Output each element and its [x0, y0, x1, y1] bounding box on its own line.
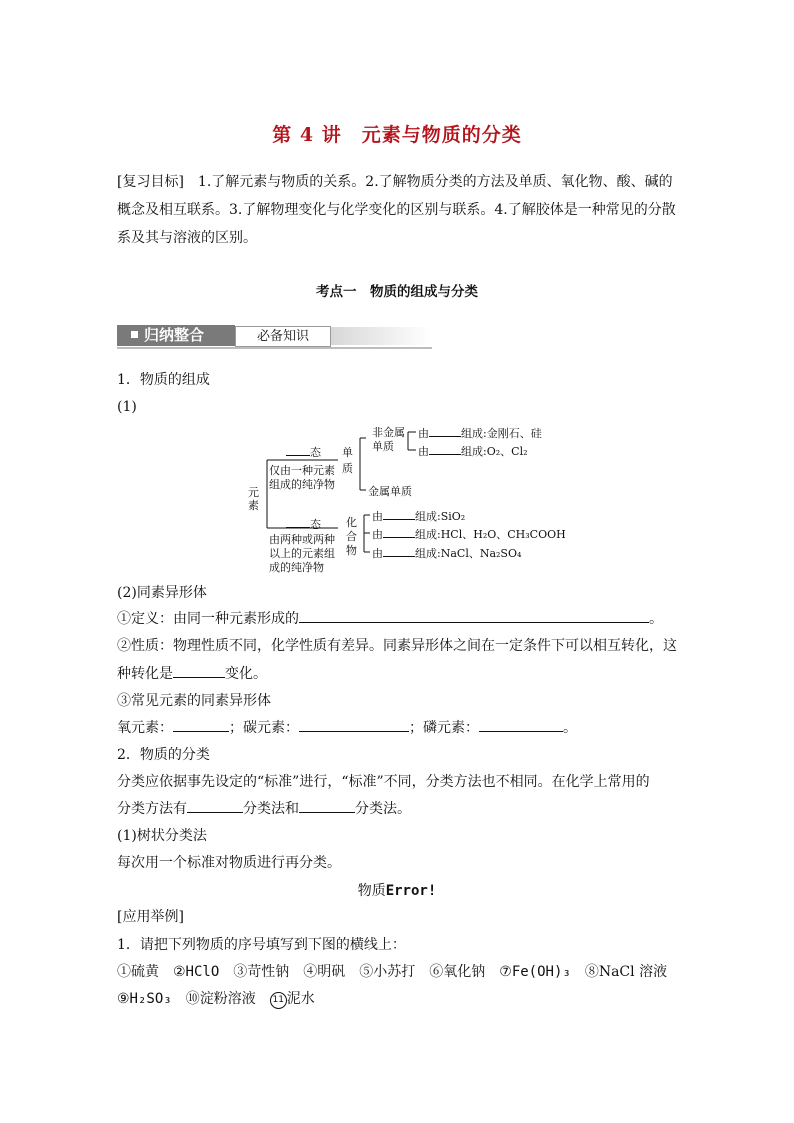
banner-right: 必备知识 [235, 326, 331, 347]
row-nonmetal-1: 由 组成:金刚石、硅 [418, 427, 542, 440]
blank-tai-2 [286, 516, 310, 528]
sub-2: (2)同素异形体 [117, 585, 207, 601]
desc2-line3: 成的纯净物 [269, 561, 324, 574]
review-line-2: 概念及相互联系。3.了解物理变化与化学变化的区别与联系。4.了解胶体是一种常见的分散 [117, 202, 676, 218]
property-line-2: 种转化是 变化。 [117, 660, 267, 688]
banner-left: 归纳整合 [117, 325, 235, 346]
items-line-1: ①硫黄 ②HClO ③苛性钠 ④明矾 ⑤小苏打 ⑥氧化钠 ⑦Fe(OH)₃ ⑧NaCl 溶液 [117, 964, 668, 980]
review-line-1: [复习目标] 1.了解元素与物质的关系。2.了解物质分类的方法及单质、氧化物、酸、碱的 [117, 174, 673, 190]
circled-11: 11 [270, 992, 287, 1009]
tree-description: 每次用一个标准对物质进行再分类。 [117, 855, 341, 871]
tree-heading: (1)树状分类法 [117, 828, 207, 844]
section-title: 考点一 物质的组成与分类 [316, 284, 478, 300]
tai-2: 态 [310, 518, 321, 531]
common-allotropes: ③常见元素的同素异形体 [117, 693, 271, 709]
page-title: 第 4 讲 元素与物质的分类 [272, 124, 522, 146]
row-compound-2: 由 组成:HCl、H₂O、CH₃COOH [372, 528, 566, 541]
definition: ①定义：由同一种元素形成的 。 [117, 605, 663, 633]
error-line: 物质Error! [357, 883, 437, 899]
items-line-2: ⑨H₂SO₃ ⑩淀粉溶液 11 泥水 [117, 991, 315, 1007]
nonmetal-1: 非金属 [372, 426, 405, 439]
element-label-vert: 元 素 [248, 486, 259, 512]
huahewu-2: 合 [346, 530, 357, 543]
danzhi-2: 质 [342, 462, 353, 475]
desc1-line2: 组成的纯净物 [269, 478, 335, 491]
row-compound-3: 由 组成:NaCl、Na₂SO₄ [372, 547, 522, 560]
blank-tai-1 [286, 444, 310, 456]
review-line-3: 系及其与溶液的区别。 [117, 230, 257, 246]
desc2-line2: 以上的元素组 [269, 547, 335, 560]
huahewu-1: 化 [346, 516, 357, 529]
classification-line-1: 分类应依据事先设定的“标准”进行，“标准”不同，分类方法也不相同。在化学上常用的 [117, 774, 650, 790]
nonmetal-2: 单质 [372, 440, 394, 453]
row-nonmetal-2: 由 组成:O₂、Cl₂ [418, 445, 528, 458]
classification-line-2: 分类方法有 分类法和 分类法。 [117, 795, 411, 823]
desc2-line1: 由两种或两种 [269, 533, 335, 546]
heading-2: 2．物质的分类 [117, 747, 210, 763]
row-compound-1: 由 组成:SiO₂ [372, 510, 466, 523]
tai-1: 态 [310, 446, 321, 459]
property-line-1: ②性质：物理性质不同，化学性质有差异。同素异形体之间在一定条件下可以相互转化，这 [117, 638, 677, 654]
desc1-line1: 仅由一种元素 [269, 464, 335, 477]
metal-danzhi: 金属单质 [368, 485, 412, 498]
sub-1: (1) [117, 399, 137, 415]
danzhi-1: 单 [342, 446, 353, 459]
application-heading: [应用举例] [117, 909, 184, 925]
huahewu-3: 物 [346, 544, 357, 557]
question-1: 1．请把下列物质的序号填写到下图的横线上： [117, 937, 406, 953]
allotrope-blanks: 氧元素： ；碳元素： ；磷元素： 。 [117, 714, 577, 742]
heading-1: 1．物质的组成 [117, 372, 210, 388]
